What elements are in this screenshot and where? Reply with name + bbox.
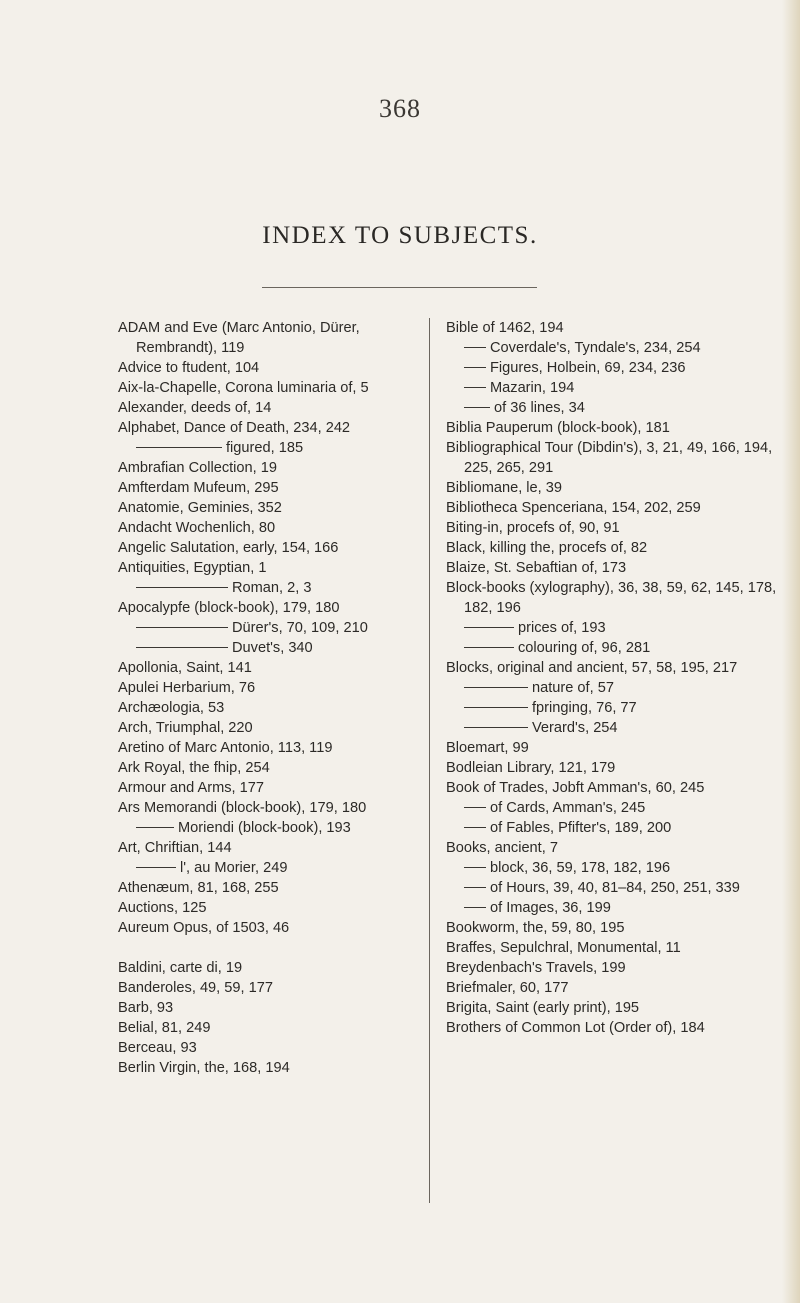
index-entry	[446, 918, 790, 938]
index-entry-text: prices of, 193	[518, 620, 606, 636]
index-entry	[446, 798, 790, 818]
index-entry-text: Barb, 93	[118, 1000, 174, 1016]
index-entry	[118, 578, 424, 598]
index-entry	[446, 778, 790, 798]
index-entry	[118, 978, 424, 998]
index-column-left	[118, 318, 424, 1078]
index-entry-text: Aretino of Marc Antonio, 113, 119	[118, 740, 333, 756]
index-entry	[118, 1018, 424, 1038]
ditto-dash	[464, 827, 486, 828]
index-entry	[118, 378, 424, 398]
index-entry	[118, 358, 424, 378]
index-entry	[118, 678, 424, 698]
index-entry-text: Alexander, deeds of, 14	[118, 400, 272, 416]
ditto-dash	[464, 347, 486, 348]
ditto-dash	[136, 447, 222, 448]
ditto-dash	[464, 907, 486, 908]
index-entry-text: Dürer's, 70, 109, 210	[232, 620, 368, 636]
ditto-dash	[136, 627, 228, 628]
index-entry-text: fpringing, 76, 77	[532, 700, 637, 716]
ditto-dash	[464, 707, 528, 708]
index-entry	[118, 818, 424, 838]
ditto-dash	[136, 587, 228, 588]
ditto-dash	[464, 387, 486, 388]
ditto-dash	[464, 687, 528, 688]
index-entry-text: Belial, 81, 249	[118, 1020, 211, 1036]
index-entry-text: l', au Morier, 249	[180, 860, 288, 876]
index-entry-text: Ars Memorandi (block-book), 179, 180	[118, 800, 367, 816]
index-entry	[446, 698, 790, 718]
index-entry	[118, 318, 424, 358]
index-entry	[118, 1058, 424, 1078]
index-entry-text: Apocalypfe (block-book), 179, 180	[118, 600, 340, 616]
index-entry	[446, 1018, 790, 1038]
index-entry	[446, 878, 790, 898]
index-entry-text: Biblia Pauperum (block-book), 181	[446, 420, 670, 436]
index-entry-text: Arch, Triumphal, 220	[118, 720, 253, 736]
index-entry	[446, 418, 790, 438]
index-entry-text: Block-books (xylography), 36, 38, 59, 62, 145, 178, 182, 196	[446, 580, 777, 616]
index-entry-text: Figures, Holbein, 69, 234, 236	[490, 360, 686, 376]
index-column-right	[446, 318, 790, 1038]
index-entry	[446, 478, 790, 498]
ditto-dash	[464, 367, 486, 368]
index-entry-text: Berceau, 93	[118, 1040, 197, 1056]
index-entry	[118, 898, 424, 918]
index-entry-text: Blocks, original and ancient, 57, 58, 195, 217	[446, 660, 738, 676]
index-entry-text: Roman, 2, 3	[232, 580, 312, 596]
index-entry-text: of Fables, Pfifter's, 189, 200	[490, 820, 672, 836]
index-entry-text: Duvet's, 340	[232, 640, 313, 656]
index-entry-text: of Hours, 39, 40, 81–84, 250, 251, 339	[490, 880, 740, 896]
index-entry	[446, 838, 790, 858]
index-entry-text: Apulei Herbarium, 76	[118, 680, 256, 696]
index-entry	[446, 938, 790, 958]
index-entry-text: Athenæum, 81, 168, 255	[118, 880, 279, 896]
index-entry	[446, 498, 790, 518]
ditto-dash	[464, 807, 486, 808]
index-entry-text: Biting-in, procefs of, 90, 91	[446, 520, 620, 536]
index-entry	[446, 578, 790, 618]
index-entry-text: Baldini, carte di, 19	[118, 960, 243, 976]
index-entry-text: Armour and Arms, 177	[118, 780, 265, 796]
index-entry	[446, 558, 790, 578]
index-entry	[118, 698, 424, 718]
index-entry	[118, 918, 424, 938]
index-entry-text: Braffes, Sepulchral, Monumental, 11	[446, 940, 681, 956]
column-divider	[429, 318, 430, 1203]
index-entry	[118, 638, 424, 658]
index-entry	[446, 638, 790, 658]
ditto-dash	[464, 887, 486, 888]
index-entry	[118, 538, 424, 558]
index-entry-text: Advice to ftudent, 104	[118, 360, 260, 376]
index-entry-text: of Images, 36, 199	[490, 900, 611, 916]
index-entry-text: Bloemart, 99	[446, 740, 529, 756]
index-entry-text: Briefmaler, 60, 177	[446, 980, 569, 996]
index-entry-text: Antiquities, Egyptian, 1	[118, 560, 267, 576]
index-entry	[118, 478, 424, 498]
index-entry-text: ADAM and Eve (Marc Antonio, Dürer, Rembrandt), 119	[118, 320, 360, 356]
index-entry	[446, 898, 790, 918]
index-entry-text: figured, 185	[226, 440, 304, 456]
ditto-dash	[136, 867, 176, 868]
index-entry-text: Banderoles, 49, 59, 177	[118, 980, 273, 996]
index-entry	[118, 778, 424, 798]
index-entry	[118, 838, 424, 858]
index-entry-text: Berlin Virgin, the, 168, 194	[118, 1060, 290, 1076]
index-entry	[446, 378, 790, 398]
page-title: INDEX TO SUBJECTS.	[262, 222, 538, 249]
ditto-dash	[464, 867, 486, 868]
index-entry-text: Bookworm, the, 59, 80, 195	[446, 920, 625, 936]
index-entry	[118, 398, 424, 418]
index-entry-text: Coverdale's, Tyndale's, 234, 254	[490, 340, 701, 356]
index-entry-text: Aix-la-Chapelle, Corona luminaria of, 5	[118, 380, 369, 396]
ditto-dash	[464, 647, 514, 648]
index-entry	[446, 858, 790, 878]
index-entry	[446, 338, 790, 358]
index-entry-text: Blaize, St. Sebaftian of, 173	[446, 560, 627, 576]
index-entry-text: Bible of 1462, 194	[446, 320, 564, 336]
index-entry-text: Ark Royal, the fhip, 254	[118, 760, 270, 776]
index-entry	[446, 318, 790, 338]
index-entry-text: Angelic Salutation, early, 154, 166	[118, 540, 339, 556]
index-entry	[446, 718, 790, 738]
index-entry	[446, 978, 790, 998]
index-entry-text: Mazarin, 194	[490, 380, 575, 396]
index-entry-text: Verard's, 254	[532, 720, 618, 736]
index-entry-text: Black, killing the, procefs of, 82	[446, 540, 648, 556]
index-entry	[118, 998, 424, 1018]
page-number: 368	[379, 94, 421, 123]
index-entry	[446, 818, 790, 838]
index-entry	[446, 658, 790, 678]
index-entry	[118, 558, 424, 578]
index-entry-text: Bibliographical Tour (Dibdin's), 3, 21, 49, 166, 194, 225, 265, 291	[446, 440, 773, 476]
ditto-dash	[464, 407, 490, 408]
index-entry	[118, 798, 424, 818]
index-entry-text: Brothers of Common Lot (Order of), 184	[446, 1020, 705, 1036]
index-entry-text: Bodleian Library, 121, 179	[446, 760, 616, 776]
ditto-dash	[464, 627, 514, 628]
index-entry-text: Books, ancient, 7	[446, 840, 558, 856]
index-entry-text: Auctions, 125	[118, 900, 207, 916]
index-entry	[118, 598, 424, 618]
index-entry	[118, 1038, 424, 1058]
index-entry-text: Book of Trades, Jobft Amman's, 60, 245	[446, 780, 705, 796]
index-entry	[446, 738, 790, 758]
index-entry-text: Brigita, Saint (early print), 195	[446, 1000, 640, 1016]
ditto-dash	[136, 647, 228, 648]
index-entry-text: Aureum Opus, of 1503, 46	[118, 920, 290, 936]
index-entry-text: of 36 lines, 34	[494, 400, 585, 416]
index-entry-text: Bibliotheca Spenceriana, 154, 202, 259	[446, 500, 701, 516]
index-entry	[446, 958, 790, 978]
index-entry-text: Anatomie, Geminies, 352	[118, 500, 282, 516]
index-entry	[446, 398, 790, 418]
index-entry	[118, 418, 424, 438]
index-entry	[118, 458, 424, 478]
index-entry-text: Amfterdam Mufeum, 295	[118, 480, 279, 496]
index-entry	[118, 718, 424, 738]
index-entry	[118, 858, 424, 878]
index-entry-text: Andacht Wochenlich, 80	[118, 520, 276, 536]
index-entry-text: Archæologia, 53	[118, 700, 225, 716]
index-entry	[118, 498, 424, 518]
index-entry-text: Alphabet, Dance of Death, 234, 242	[118, 420, 351, 436]
index-entry-text: Art, Chriftian, 144	[118, 840, 232, 856]
title-rule	[262, 287, 537, 288]
index-entry	[118, 758, 424, 778]
index-entry	[118, 518, 424, 538]
index-entry-text: Apollonia, Saint, 141	[118, 660, 252, 676]
index-entry-text: Bibliomane, le, 39	[446, 480, 563, 496]
index-entry	[118, 958, 424, 978]
index-entry-text: block, 36, 59, 178, 182, 196	[490, 860, 671, 876]
index-entry-text: Moriendi (block-book), 193	[178, 820, 351, 836]
index-entry	[118, 438, 424, 458]
ditto-dash	[464, 727, 528, 728]
index-entry-text: Ambrafian Collection, 19	[118, 460, 277, 476]
index-entry-text: colouring of, 96, 281	[518, 640, 651, 656]
index-entry	[446, 438, 790, 478]
index-entry	[446, 358, 790, 378]
index-entry	[446, 618, 790, 638]
index-entry-text: nature of, 57	[532, 680, 614, 696]
index-entry-text: of Cards, Amman's, 245	[490, 800, 646, 816]
index-entry	[446, 758, 790, 778]
index-entry	[118, 658, 424, 678]
index-entry	[446, 998, 790, 1018]
index-entry-text: Breydenbach's Travels, 199	[446, 960, 626, 976]
index-entry	[446, 678, 790, 698]
index-entry	[118, 878, 424, 898]
index-entry	[118, 738, 424, 758]
index-entry	[446, 538, 790, 558]
ditto-dash	[136, 827, 174, 828]
index-entry	[446, 518, 790, 538]
index-entry	[118, 618, 424, 638]
